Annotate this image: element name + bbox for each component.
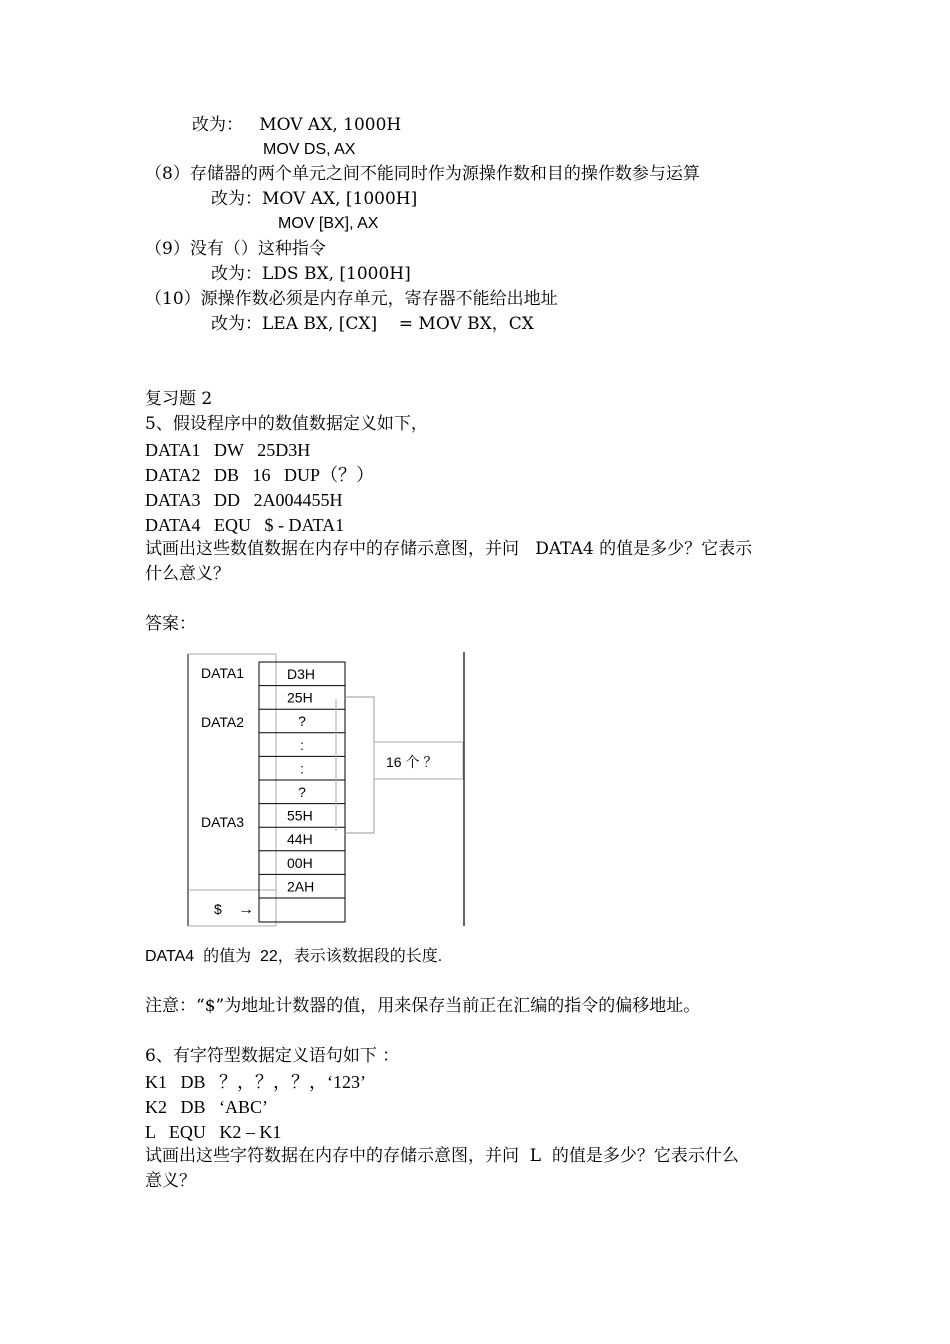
label-data2: DATA2 xyxy=(201,714,245,730)
answer-text: DATA4 的值为 22，表示该数据段的长度. xyxy=(145,948,443,965)
dollar-label: $ xyxy=(214,901,222,917)
label-data3: DATA3 xyxy=(201,814,245,830)
answer-label: 答案： xyxy=(145,614,196,634)
text-line-1: 改为： MOV AX, 1000H xyxy=(192,115,402,135)
text-line-6: （9）没有（）这种指令 xyxy=(145,239,326,259)
code-data2: DATA2 DB 16 DUP（？） xyxy=(145,465,375,485)
text-line-2: MOV DS, AX xyxy=(263,141,356,158)
label-data1: DATA1 xyxy=(201,665,245,681)
text-line-3: （8）存储器的两个单元之间不能同时作为源操作数和目的操作数参与运算 xyxy=(145,164,700,184)
memory-cell-value: ? xyxy=(298,713,306,730)
question-6-prompt: 试画出这些字符数据在内存中的存储示意图，并问 L 的值是多少？它表示什么 xyxy=(145,1146,739,1166)
section-title: 复习题 2 xyxy=(145,389,213,409)
text-line-4: 改为：MOV AX, [1000H] xyxy=(211,189,418,209)
memory-cell-value: 00H xyxy=(287,854,313,871)
memory-cell-value: ? xyxy=(298,784,306,800)
memory-cell-value: D3H xyxy=(287,666,316,682)
brace-label: 16 个 ？ xyxy=(386,754,438,770)
code-k2: K2 DB ‘ABC’ xyxy=(145,1097,269,1117)
text-line-7: 改为：LDS BX, [1000H] xyxy=(211,264,411,284)
memory-cell-value: : xyxy=(300,736,304,753)
question-6-prompt-cont: 意义？ xyxy=(145,1171,196,1191)
memory-cell-value: 2AH xyxy=(287,878,315,895)
question-6: 6、有字符型数据定义语句如下 ： xyxy=(145,1046,400,1066)
memory-cell-value: : xyxy=(300,760,304,777)
question-5-prompt-cont: 什么意义？ xyxy=(145,564,230,584)
text-line-5: MOV [BX], AX xyxy=(278,215,379,232)
memory-cell-value: 55H xyxy=(287,807,313,824)
text-line-9: 改为：LEA BX, [CX] = MOV BX，CX xyxy=(211,314,534,334)
question-5-prompt: 试画出这些数值数据在内存中的存储示意图，并问 DATA4 的值是多少？它表示 xyxy=(145,539,753,559)
code-l: L EQU K2 – K1 xyxy=(145,1122,282,1142)
memory-cell-value: 25H xyxy=(287,689,313,706)
text-line-8: （10）源操作数必须是内存单元，寄存器不能给出地址 xyxy=(145,289,558,309)
code-k1: K1 DB ？，？，？，‘123’ xyxy=(145,1072,366,1092)
arrow-icon: → xyxy=(238,901,254,918)
question-5: 5、假设程序中的数值数据定义如下， xyxy=(145,414,428,434)
memory-cell-value: 44H xyxy=(287,831,313,848)
note-text: 注意：“$”为地址计数器的值，用来保存当前正在汇编的指令的偏移地址。 xyxy=(145,996,701,1016)
code-data4: DATA4 EQU $ - DATA1 xyxy=(145,515,345,535)
code-data1: DATA1 DW 25D3H xyxy=(145,440,311,460)
code-data3: DATA3 DD 2A004455H xyxy=(145,490,343,510)
